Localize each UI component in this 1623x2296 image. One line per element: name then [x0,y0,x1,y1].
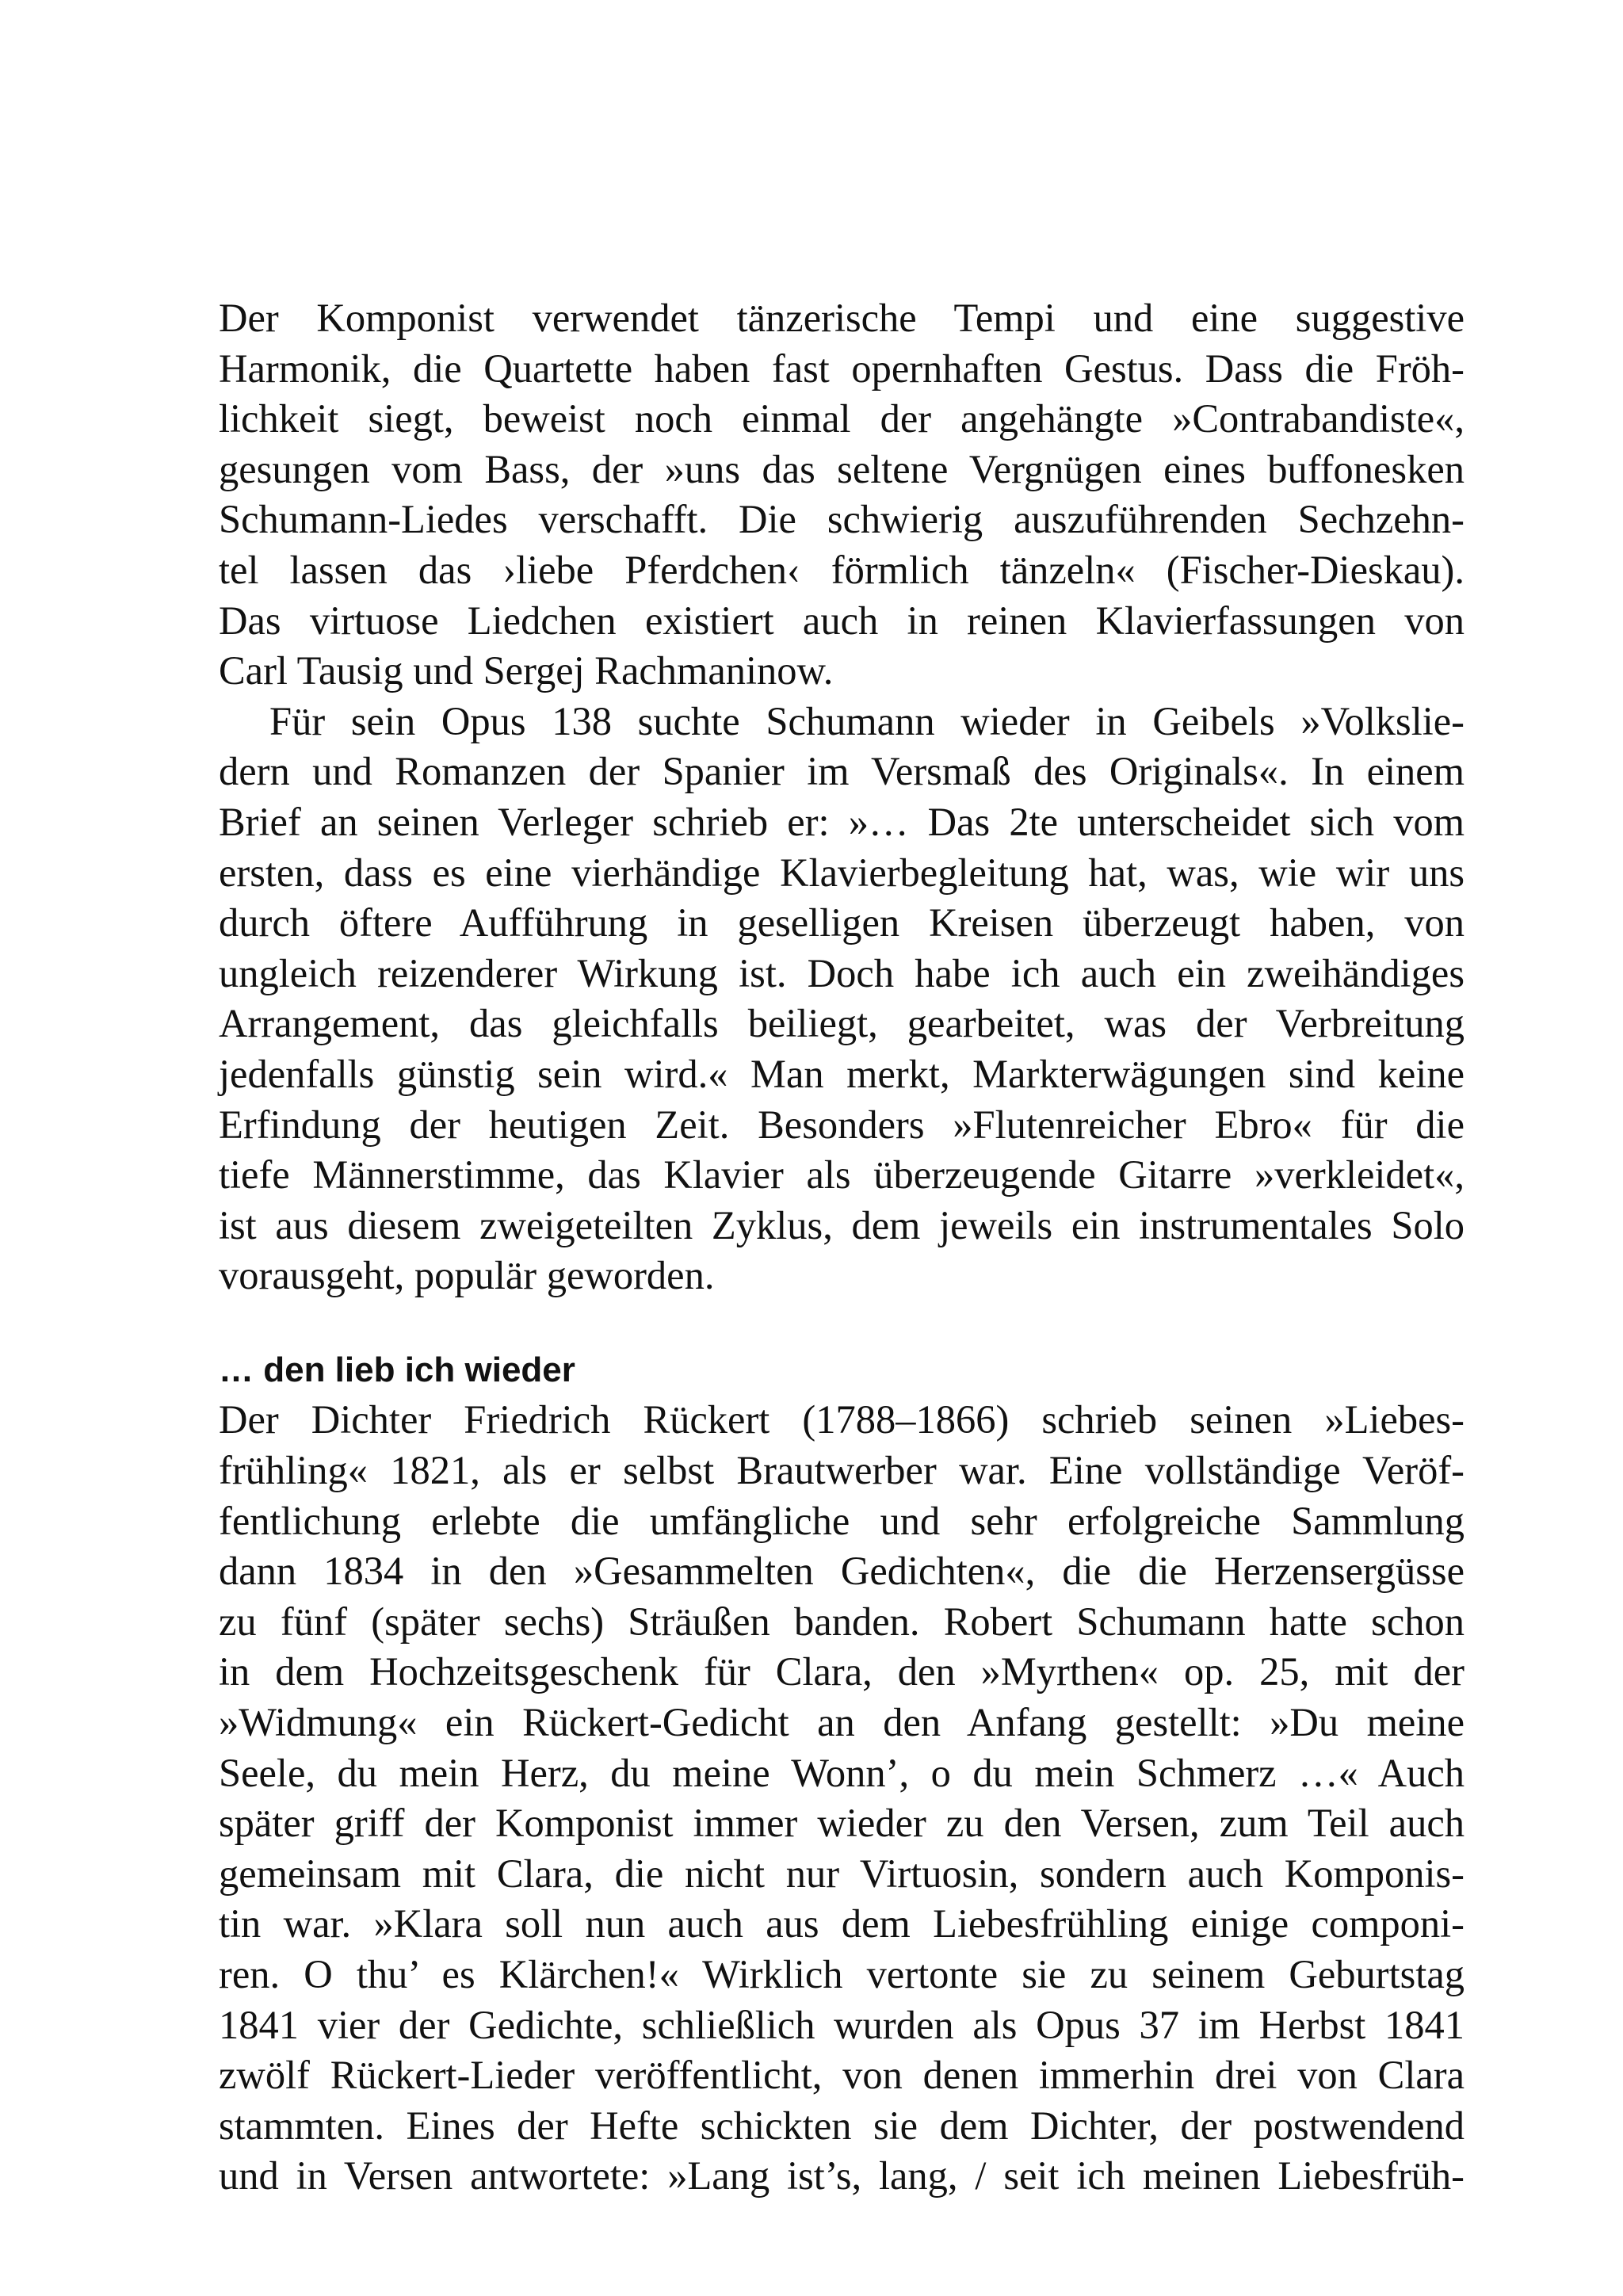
paragraph-3 [219,1395,1465,2202]
text-line: Der Dichter Friedrich Rückert (1788–1866) schrieb seinen »Liebes- [219,1397,1465,1442]
text-line: später griff der Komponist immer wieder zu den Versen, zum Teil auch [219,1801,1465,1846]
page-body [219,293,1465,2202]
text-line: ist aus diesem zweigeteilten Zyklus, dem jeweils ein instrumentales Solo [219,1202,1465,1247]
text-line: jedenfalls günstig sein wird.« Man merkt, Markterwägungen sind keine [219,1051,1465,1096]
text-line: zwölf Rückert-Lieder veröffentlicht, von denen immerhin drei von Clara [219,2053,1465,2098]
text-line: ren. O thu’ es Klärchen!« Wirklich vertonte sie zu seinem Geburtstag [219,1952,1465,1996]
text-line: 1841 vier der Gedichte, schließlich wurden als Opus 37 im Herbst 1841 [219,2002,1465,2047]
text-line: Carl Tausig und Sergej Rachmaninow. [219,648,834,693]
paragraph-2 [219,697,1465,1301]
text-line: zu fünf (später sechs) Sträußen banden. Robert Schumann hatte schon [219,1599,1465,1644]
text-line: frühling« 1821, als er selbst Brautwerber war. Eine vollständige Veröf- [219,1448,1465,1493]
text-line: lichkeit siegt, beweist noch einmal der angehängte »Contrabandiste«, [219,396,1465,441]
text-line: Arrangement, das gleichfalls beiliegt, gearbeitet, was der Verbreitung [219,1001,1465,1046]
text-line: gemeinsam mit Clara, die nicht nur Virtuosin, sondern auch Komponis- [219,1851,1465,1896]
text-line: »Widmung« ein Rückert-Gedicht an den Anfang gestellt: »Du meine [219,1700,1465,1745]
text-line: dern und Romanzen der Spanier im Versmaß des Originals«. In einem [219,749,1465,794]
text-line: ersten, dass es eine vierhändige Klavierbegleitung hat, was, wie wir uns [219,850,1465,895]
text-line: Erfindung der heutigen Zeit. Besonders »Flutenreicher Ebro« für die [219,1102,1465,1147]
paragraph-1 [219,293,1465,697]
text-line: stammten. Eines der Hefte schickten sie dem Dichter, der postwendend [219,2103,1465,2148]
text-line: ungleich reizenderer Wirkung ist. Doch habe ich auch ein zweihändiges [219,950,1465,995]
text-line: in dem Hochzeitsgeschenk für Clara, den »Myrthen« op. 25, mit der [219,1649,1465,1694]
text-line: Für sein Opus 138 suchte Schumann wieder in Geibels »Volkslie- [269,698,1465,743]
text-line: und in Versen antwortete: »Lang ist’s, lang, / seit ich meinen Liebesfrüh- [219,2153,1465,2199]
text-line: Brief an seinen Verleger schrieb er: »… Das 2te unterscheidet sich vom [219,799,1465,844]
text-line: tel lassen das ›liebe Pferdchen‹ förmlich tänzeln« (Fischer-Dieskau). [219,547,1465,592]
text-line: tiefe Männerstimme, das Klavier als überzeugende Gitarre »verkleidet«, [219,1152,1465,1198]
text-line: gesungen vom Bass, der »uns das seltene Vergnügen eines buffonesken [219,446,1465,491]
text-line: dann 1834 in den »Gesammelten Gedichten«, die die Herzensergüsse [219,1549,1465,1594]
text-line: Harmonik, die Quartette haben fast opernhaften Gestus. Dass die Fröh- [219,346,1465,391]
text-line: Seele, du mein Herz, du meine Wonn’, o du mein Schmerz …« Auch [219,1750,1465,1795]
text-line: Das virtuose Liedchen existiert auch in reinen Klavierfassungen von [219,598,1465,643]
text-line: fentlichung erlebte die umfängliche und sehr erfolgreiche Sammlung [219,1498,1465,1543]
section-heading: … den lieb ich wieder [219,1350,575,1389]
text-line: durch öftere Aufführung in geselligen Kreisen überzeugt haben, von [219,900,1465,946]
text-line: vorausgeht, populär geworden. [219,1253,715,1298]
text-line: Schumann-Liedes verschafft. Die schwierig auszuführenden Sechzehn- [219,497,1465,542]
text-line: tin war. »Klara soll nun auch aus dem Liebesfrühling einige componi- [219,1901,1465,1946]
text-line: Der Komponist verwendet tänzerische Tempi und eine suggestive [219,296,1465,340]
